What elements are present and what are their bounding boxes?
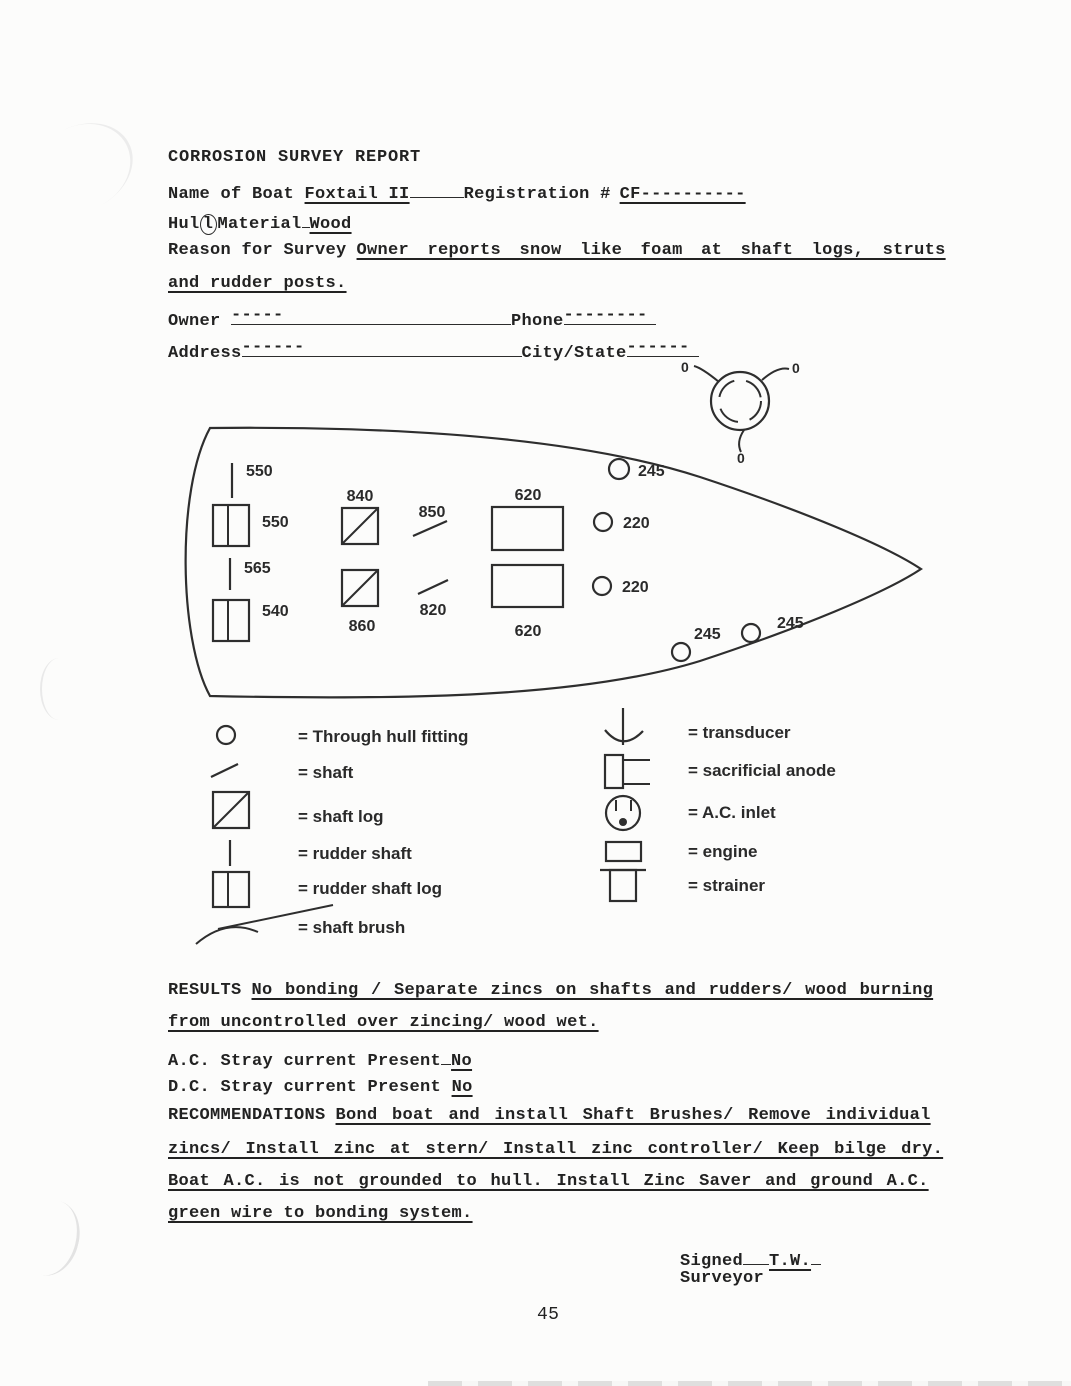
legend-label: = rudder shaft log: [298, 879, 443, 898]
engine-reading: 620: [514, 487, 542, 504]
reason-line-1: [168, 241, 946, 261]
shaft-log-reading: 860: [348, 618, 376, 635]
rudder-shaft-log-reading: 550: [262, 514, 289, 531]
wheel-zero-label: 0: [681, 359, 689, 375]
ac-blank-underline: [441, 1046, 451, 1065]
reason-line-2: [168, 274, 347, 294]
hull-label-part: Hul: [168, 215, 200, 234]
owner-value-underline: -----: [231, 306, 511, 325]
shaft-reading: 820: [419, 602, 447, 619]
phone-label: Phone: [511, 312, 564, 331]
signed-label: Signed: [680, 1252, 744, 1271]
recommendations-line-2: [168, 1140, 943, 1160]
reason-label: Reason for Survey: [168, 241, 347, 260]
legend-left-column: [196, 726, 468, 944]
hull-material-value: Wood: [309, 215, 352, 234]
legend-label: = A.C. inlet: [688, 803, 776, 822]
wheel-symbol: [681, 359, 800, 466]
results-value-2: from uncontrolled over zincing/ wood wet.: [168, 1013, 599, 1032]
engine-icon: [606, 842, 641, 861]
shaft-reading: 850: [418, 504, 446, 521]
legend-label: = sacrificial anode: [688, 761, 836, 780]
recommendations-value-4: green wire to bonding system.: [168, 1204, 473, 1223]
shaft-log-reading: 840: [346, 488, 374, 505]
engine-symbol: [492, 487, 563, 640]
transducer-icon: [605, 708, 643, 745]
rudder-shaft-log-reading: 540: [262, 603, 289, 620]
shaft-icon: [211, 764, 238, 777]
ac-stray-value: No: [451, 1052, 473, 1071]
boat-survey-diagram: [0, 340, 1071, 960]
name-registration-line: [168, 179, 746, 205]
engine-reading: 620: [514, 623, 542, 640]
dc-stray-value: No: [451, 1078, 473, 1097]
legend-label: = strainer: [688, 876, 766, 895]
recommendations-value-1: Bond boat and install Shaft Brushes/ Remove individual: [335, 1106, 931, 1125]
wheel-zero-label: 0: [792, 360, 800, 376]
results-value-1: No bonding / Separate zincs on shafts and rudders/ wood burning: [251, 981, 934, 1000]
material-label: Material: [217, 215, 302, 234]
legend-label: = shaft brush: [298, 918, 406, 937]
address-label: Address: [168, 344, 242, 363]
through-hull-fitting-symbol: [593, 459, 804, 661]
through-hull-fitting-icon: [217, 726, 235, 744]
shaft-log-icon: [213, 792, 249, 828]
reason-value-1: Owner reports snow like foam at shaft logs, struts: [356, 241, 946, 260]
citystate-label: City/State: [521, 344, 627, 363]
signed-blank-underline: [743, 1246, 769, 1265]
rudder-shaft-log-icon: [213, 872, 249, 907]
results-line-1: [168, 981, 933, 1001]
hull-blank-underline: [302, 209, 310, 228]
legend-label: = shaft: [298, 763, 354, 782]
strainer-icon: [600, 870, 646, 901]
recommendations-line-1: [168, 1106, 931, 1126]
page-number: 45: [537, 1305, 560, 1325]
owner-label: Owner: [168, 312, 221, 331]
legend-right-column: [600, 708, 836, 901]
registration-value: CF----------: [619, 185, 746, 204]
legend-label: = engine: [688, 842, 758, 861]
dc-stray-label: D.C. Stray current Present: [168, 1078, 442, 1097]
sacrificial-anode-icon: [605, 755, 650, 788]
scan-artifact-arc: [14, 1194, 88, 1282]
scan-artifact-arc: [15, 106, 149, 230]
circled-letter: l: [200, 214, 217, 235]
results-line-2: [168, 1013, 599, 1033]
through-hull-reading: 220: [623, 515, 650, 532]
name-of-boat-value: Foxtail II: [304, 185, 410, 204]
through-hull-reading: 245: [777, 615, 804, 632]
rudder-shaft-reading: 565: [244, 560, 271, 577]
recommendations-line-3: [168, 1172, 929, 1192]
address-value-underline: ------: [242, 338, 522, 357]
legend-label: = rudder shaft: [298, 844, 412, 863]
legend-label: = shaft log: [298, 807, 384, 826]
wheel-zero-label: 0: [737, 450, 745, 466]
through-hull-reading: 245: [638, 463, 665, 480]
citystate-value-underline: ------: [627, 338, 699, 357]
legend-label: = Through hull fitting: [298, 727, 469, 746]
name-blank-underline: [410, 179, 464, 198]
phone-value-underline: --------: [564, 306, 656, 325]
through-hull-reading: 220: [622, 579, 649, 596]
ac-inlet-icon: [606, 796, 640, 830]
results-label: RESULTS: [168, 981, 242, 1000]
through-hull-reading: 245: [694, 626, 721, 643]
recommendations-value-2: zincs/ Install zinc at stern/ Install zinc controller/ Keep bilge dry.: [168, 1140, 944, 1159]
ac-stray-label: A.C. Stray current Present: [168, 1052, 442, 1071]
recommendations-label: RECOMMENDATIONS: [168, 1106, 326, 1125]
rudder-shaft-reading: 550: [246, 463, 273, 480]
scan-artifact-bottom-strip: [428, 1381, 1071, 1386]
shaft-log-symbol: [342, 488, 378, 635]
hull-outline: [186, 428, 921, 698]
registration-label: Registration #: [463, 185, 611, 204]
dc-stray-current-line: [168, 1078, 473, 1098]
recommendations-line-4: [168, 1204, 473, 1224]
signed-value: T.W.: [769, 1252, 812, 1271]
legend-label: = transducer: [688, 723, 791, 742]
shaft-symbol: [413, 504, 448, 619]
document-title: CORROSION SURVEY REPORT: [168, 148, 422, 167]
name-of-boat-label: Name of Boat: [168, 185, 295, 204]
ac-stray-current-line: [168, 1046, 472, 1072]
owner-phone-line: [168, 306, 656, 332]
recommendations-value-3: Boat A.C. is not grounded to hull. Install Zinc Saver and ground A.C.: [168, 1172, 929, 1191]
signed-trailing-underline: [811, 1246, 821, 1265]
reason-value-2: and rudder posts.: [168, 274, 347, 293]
hull-material-line: [168, 209, 352, 235]
surveyor-label: Surveyor: [680, 1269, 765, 1288]
